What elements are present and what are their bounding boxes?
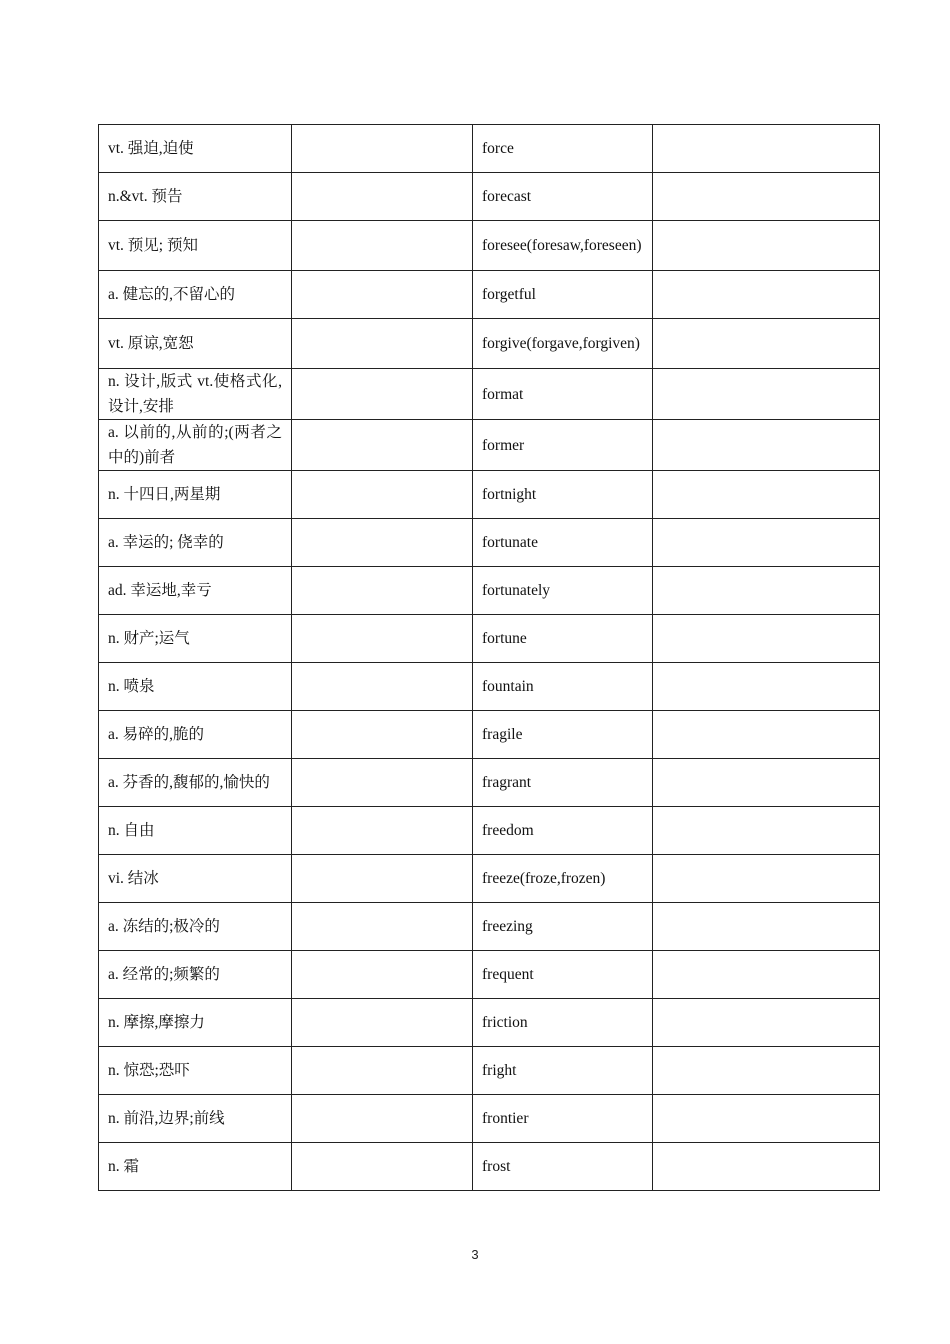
table-row	[99, 711, 880, 759]
word-cell: frost	[473, 1143, 653, 1191]
answer-blank-cell	[653, 951, 880, 999]
table-row	[99, 807, 880, 855]
table-row	[99, 271, 880, 319]
meaning-cell: n. 财产;运气	[99, 615, 292, 663]
word-cell: freedom	[473, 807, 653, 855]
meaning-cell: n. 霜	[99, 1143, 292, 1191]
meaning-cell: n. 十四日,两星期	[99, 471, 292, 519]
answer-blank-cell	[653, 615, 880, 663]
word-cell: freezing	[473, 903, 653, 951]
meaning-cell: a. 易碎的,脆的	[99, 711, 292, 759]
answer-blank-cell	[292, 855, 473, 903]
answer-blank-cell	[292, 271, 473, 319]
meaning-cell: n. 前沿,边界;前线	[99, 1095, 292, 1143]
table-row	[99, 173, 880, 221]
answer-blank-cell	[292, 221, 473, 271]
answer-blank-cell	[653, 519, 880, 567]
answer-blank-cell	[653, 567, 880, 615]
table-row	[99, 221, 880, 271]
meaning-cell: n. 惊恐;恐吓	[99, 1047, 292, 1095]
answer-blank-cell	[653, 663, 880, 711]
page-number: 3	[471, 1247, 479, 1262]
table-row	[99, 420, 880, 471]
table-row	[99, 663, 880, 711]
meaning-cell: n. 摩擦,摩擦力	[99, 999, 292, 1047]
word-cell: format	[473, 369, 653, 420]
answer-blank-cell	[653, 420, 880, 471]
meaning-cell: a. 芬香的,馥郁的,愉快的	[99, 759, 292, 807]
table-row	[99, 951, 880, 999]
answer-blank-cell	[292, 1095, 473, 1143]
table-row	[99, 1047, 880, 1095]
answer-blank-cell	[292, 951, 473, 999]
word-cell: frequent	[473, 951, 653, 999]
answer-blank-cell	[653, 1047, 880, 1095]
vocabulary-table	[98, 124, 880, 1191]
meaning-cell: vt. 原谅,宽恕	[99, 319, 292, 369]
meaning-cell: vt. 强迫,迫使	[99, 125, 292, 173]
word-cell: forgive(forgave,forgiven)	[473, 319, 653, 369]
meaning-cell: a. 幸运的; 侥幸的	[99, 519, 292, 567]
meaning-cell: a. 健忘的,不留心的	[99, 271, 292, 319]
word-cell: fortunately	[473, 567, 653, 615]
answer-blank-cell	[292, 663, 473, 711]
answer-blank-cell	[292, 1047, 473, 1095]
answer-blank-cell	[292, 519, 473, 567]
table-row	[99, 319, 880, 369]
meaning-cell: n.&vt. 预告	[99, 173, 292, 221]
answer-blank-cell	[292, 567, 473, 615]
answer-blank-cell	[292, 759, 473, 807]
answer-blank-cell	[653, 319, 880, 369]
word-cell: forgetful	[473, 271, 653, 319]
answer-blank-cell	[292, 1143, 473, 1191]
word-cell: freeze(froze,frozen)	[473, 855, 653, 903]
answer-blank-cell	[653, 221, 880, 271]
meaning-cell: a. 冻结的;极冷的	[99, 903, 292, 951]
table-row	[99, 471, 880, 519]
word-cell: fountain	[473, 663, 653, 711]
answer-blank-cell	[292, 369, 473, 420]
answer-blank-cell	[653, 1095, 880, 1143]
answer-blank-cell	[653, 999, 880, 1047]
answer-blank-cell	[292, 711, 473, 759]
table-row	[99, 903, 880, 951]
word-cell: fortnight	[473, 471, 653, 519]
word-cell: foresee(foresaw,foreseen)	[473, 221, 653, 271]
word-cell: forecast	[473, 173, 653, 221]
meaning-cell: n. 喷泉	[99, 663, 292, 711]
answer-blank-cell	[653, 855, 880, 903]
word-cell: fright	[473, 1047, 653, 1095]
answer-blank-cell	[292, 999, 473, 1047]
word-cell: friction	[473, 999, 653, 1047]
word-cell: fragrant	[473, 759, 653, 807]
answer-blank-cell	[653, 369, 880, 420]
answer-blank-cell	[653, 471, 880, 519]
meaning-cell: n. 自由	[99, 807, 292, 855]
table-row	[99, 369, 880, 420]
table-row	[99, 125, 880, 173]
table-row	[99, 519, 880, 567]
table-row	[99, 999, 880, 1047]
word-cell: fortunate	[473, 519, 653, 567]
table-row	[99, 567, 880, 615]
answer-blank-cell	[292, 319, 473, 369]
answer-blank-cell	[292, 807, 473, 855]
answer-blank-cell	[653, 903, 880, 951]
answer-blank-cell	[653, 711, 880, 759]
meaning-cell: a. 经常的;频繁的	[99, 951, 292, 999]
answer-blank-cell	[292, 615, 473, 663]
word-cell: frontier	[473, 1095, 653, 1143]
answer-blank-cell	[653, 759, 880, 807]
answer-blank-cell	[292, 420, 473, 471]
word-cell: fortune	[473, 615, 653, 663]
table-row	[99, 1095, 880, 1143]
answer-blank-cell	[653, 1143, 880, 1191]
meaning-cell: n. 设计,版式 vt.使格式化,设计,安排	[99, 369, 292, 420]
table-row	[99, 1143, 880, 1191]
meaning-cell: vi. 结冰	[99, 855, 292, 903]
meaning-cell: ad. 幸运地,幸亏	[99, 567, 292, 615]
table-row	[99, 759, 880, 807]
answer-blank-cell	[653, 125, 880, 173]
meaning-cell: vt. 预见; 预知	[99, 221, 292, 271]
answer-blank-cell	[653, 807, 880, 855]
word-cell: fragile	[473, 711, 653, 759]
vocabulary-table-body	[99, 125, 880, 1191]
answer-blank-cell	[292, 173, 473, 221]
answer-blank-cell	[653, 173, 880, 221]
word-cell: force	[473, 125, 653, 173]
answer-blank-cell	[292, 125, 473, 173]
answer-blank-cell	[653, 271, 880, 319]
table-row	[99, 855, 880, 903]
word-cell: former	[473, 420, 653, 471]
meaning-cell: a. 以前的,从前的;(两者之中的)前者	[99, 420, 292, 471]
answer-blank-cell	[292, 471, 473, 519]
answer-blank-cell	[292, 903, 473, 951]
table-row	[99, 615, 880, 663]
